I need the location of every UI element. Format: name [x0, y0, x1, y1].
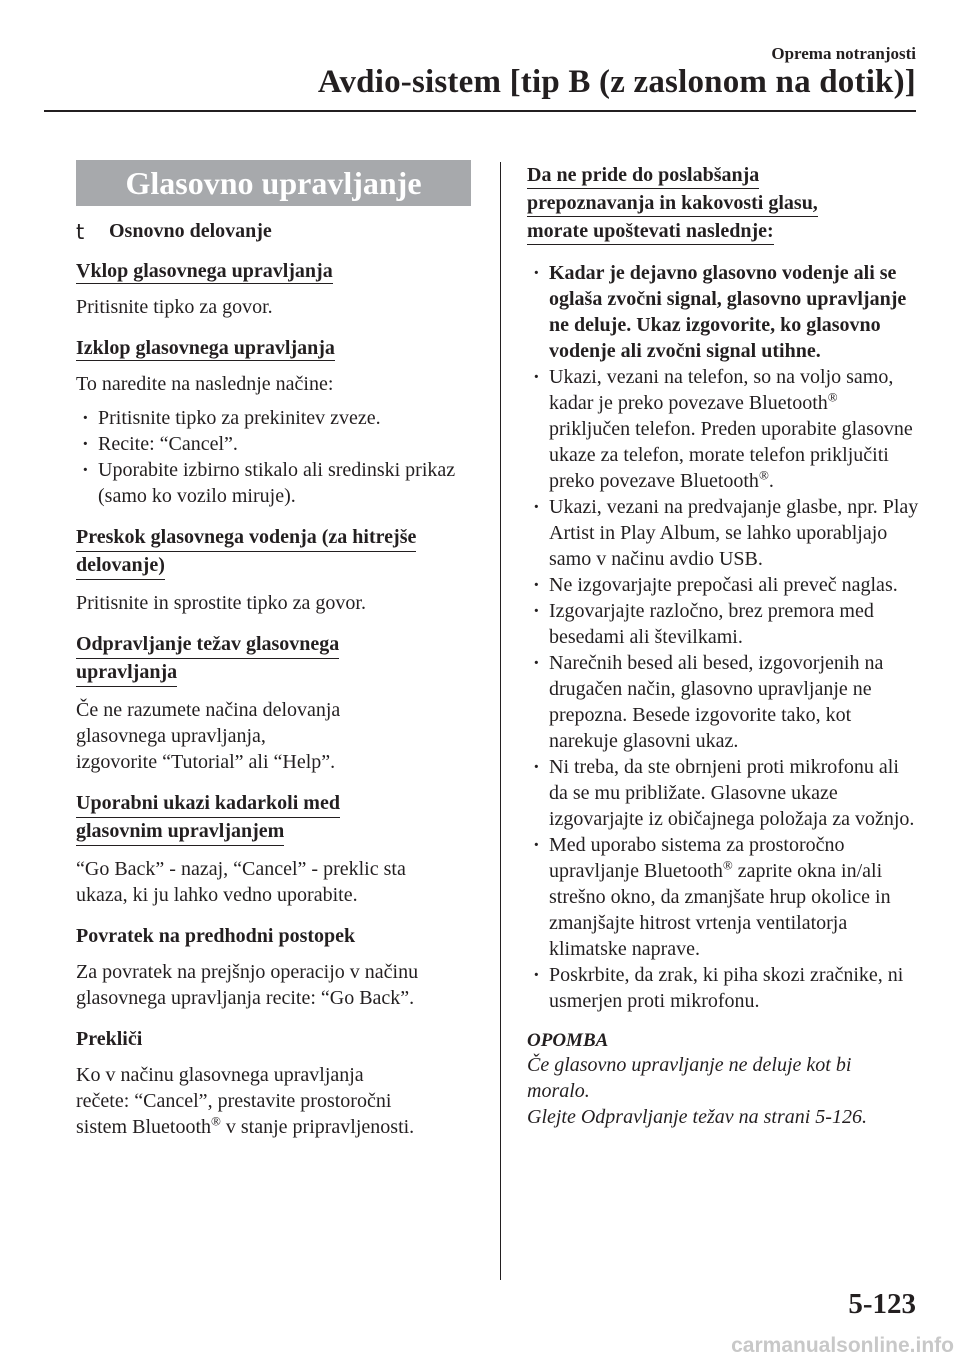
- list-item: · Ne izgovarjajte prepočasi ali preveč naglas.: [527, 572, 919, 598]
- heading-povratek: Povratek na predhodni postopek: [76, 925, 356, 947]
- list-izklop: [76, 405, 476, 509]
- heading-odpravljanje: Odpravljanje težav glasovnega upravljanja: [76, 631, 476, 687]
- list-item: · Ukazi, vezani na telefon, so na voljo samo, kadar je preko povezave Bluetooth® priključen telefon. Preden uporabite glasovne ukaze za telefon, morate telefon priključiti preko povezave Bluetooth®.: [527, 364, 919, 494]
- page-title: Avdio-sistem [tip B (z zaslonom na dotik)]: [317, 64, 916, 100]
- heading-napotki: Da ne pride do poslabšanja prepoznavanja in kakovosti glasu, morate upoštevati naslednje:: [527, 162, 919, 246]
- text-vklop: Pritisnite tipko za govor.: [76, 296, 273, 318]
- note-line: Če glasovno upravljanje ne deluje kot bi: [527, 1054, 852, 1076]
- list-item: · Ukazi, vezani na predvajanje glasbe, npr. Play Artist in Play Album, se lahko uporabljajo samo v načinu avdio USB.: [527, 494, 919, 572]
- registered-mark: ®: [827, 389, 838, 405]
- list-item: · Poskrbite, da zrak, ki piha skozi zračnike, ni usmerjen proti mikrofonu.: [527, 962, 919, 1014]
- list-napotki: [527, 260, 919, 1014]
- heading-ukazi: Uporabni ukazi kadarkoli med glasovnim upravljanjem: [76, 790, 476, 846]
- text-izklop: To naredite na naslednje načine:: [76, 373, 334, 395]
- header-rule: [44, 110, 916, 112]
- watermark: carmanualsonline.info: [731, 1334, 954, 1357]
- right-column: [527, 162, 919, 1130]
- list-item: · Narečnih besed ali besed, izgovorjenih na drugačen način, glasovno upravljanje ne prepozna. Besede izgovorite tako, kot narekuje glasovni ukaz.: [527, 650, 919, 754]
- list-item: · Recite: “Cancel”.: [76, 431, 476, 457]
- list-item-bold: · Kadar je dejavno glasovno vodenje ali se oglaša zvočni signal, glasovno upravljanje ne deluje. Ukaz izgovorite, ko glasovno vodenje ali zvočni signal utihne.: [527, 260, 919, 364]
- text-odpravljanje: Če ne razumete načina delovanja glasovnega upravljanja, izgovorite “Tutorial” ali “Help”.: [76, 699, 341, 773]
- chapter-label: Oprema notranjosti: [771, 44, 916, 63]
- column-divider: [500, 162, 501, 1280]
- list-item: · Med uporabo sistema za prostoročno upravljanje Bluetooth® zaprite okna in/ali strešno okno, da zmanjšate hrup okolice in zmanjšajte hitrost vrtenja ventilatorja klimatske naprave.: [527, 832, 919, 962]
- text-povratek: Za povratek na prejšnjo operacijo v načinu glasovnega upravljanja recite: “Go Back”.: [76, 961, 419, 1009]
- subsection-marker: t: [76, 220, 85, 244]
- text-preklici: Ko v načinu glasovnega upravljanja rečete: “Cancel”, prestavite prostoročni sistem Bluetooth® v stanje pripravljenosti.: [76, 1064, 415, 1138]
- left-column: [76, 160, 476, 1140]
- heading-preskok: Preskok glasovnega vodenja (za hitrejše delovanje): [76, 524, 476, 580]
- registered-mark: ®: [722, 857, 733, 873]
- page-number: 5-123: [848, 1288, 916, 1320]
- list-item: · Uporabite izbirno stikalo ali sredinski prikaz (samo ko vozilo miruje).: [76, 457, 476, 509]
- heading-vklop: Vklop glasovnega upravljanja: [76, 260, 333, 282]
- note-line: moralo.: [527, 1080, 590, 1102]
- registered-mark: ®: [758, 467, 769, 483]
- list-item: · Pritisnite tipko za prekinitev zveze.: [76, 405, 476, 431]
- text-ukazi: “Go Back” - nazaj, “Cancel” - preklic sta ukaza, ki ju lahko vedno uporabite.: [76, 858, 406, 906]
- note-title: OPOMBA: [527, 1030, 609, 1051]
- subsection-heading-text: Osnovno delovanje: [109, 220, 272, 242]
- note-line: Glejte Odpravljanje težav na strani 5-126.: [527, 1106, 867, 1128]
- heading-izklop: Izklop glasovnega upravljanja: [76, 337, 335, 359]
- subsection-heading: [76, 220, 476, 243]
- list-item: · Izgovarjajte razločno, brez premora med besedami ali številkami.: [527, 598, 919, 650]
- section-title: Glasovno upravljanje: [76, 160, 471, 206]
- list-item: · Ni treba, da ste obrnjeni proti mikrofonu ali da se mu približate. Glasovne ukaze izgovarjajte iz običajnega položaja za vožnjo.: [527, 754, 919, 832]
- heading-preklici: Prekliči: [76, 1028, 143, 1050]
- registered-mark: ®: [211, 1113, 221, 1129]
- text-preskok: Pritisnite in sprostite tipko za govor.: [76, 592, 366, 614]
